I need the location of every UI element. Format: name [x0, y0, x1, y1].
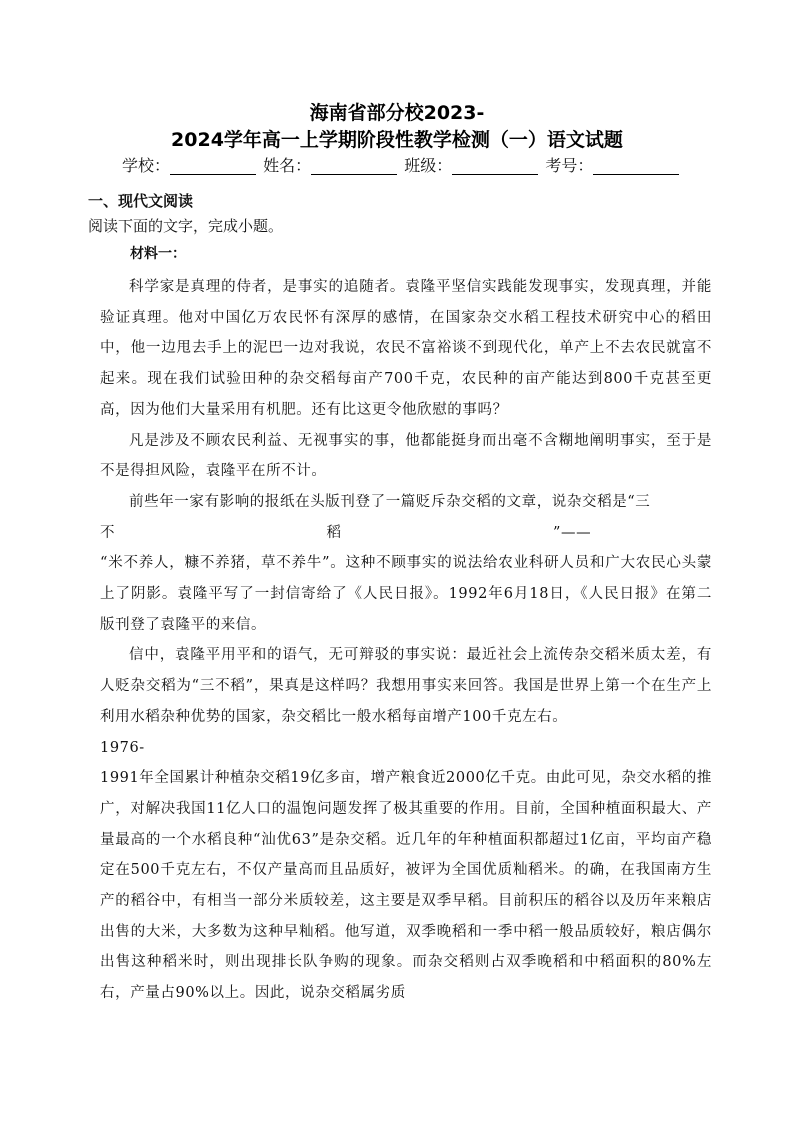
material-label: 材料一：	[130, 246, 186, 262]
paragraph-4-rest: 1991年全国累计种植杂交稻19亿多亩，增产粮食近2000亿千克。由此可见，杂交水稻的推广，对解决我国11亿人口的温饱问题发挥了极其重要的作用。目前，全国种植面积最大、产量最高的一个水稻良种“汕优63”是杂交稻。近几年的年种植面积都超过1亿亩，平均亩产稳定在500千克左右，不仅产量高而且品质好，被评为全国优质籼稻米。的确，在我国南方生产的稻谷中，有相当一部分米质较差，这主要是双季早稻。目前积压的稻谷以及历年来粮店出售的大米，大多数为这种早籼稻。他写道，双季晚稻和一季中稻一般品质较好，粮店偶尔出售这种稻米时，则出现排长队争购的现象。而杂交稻则占双季晚稻和中稻面积的80%左右，产量占90%以上。因此，说杂交稻属劣质	[100, 770, 712, 1002]
paragraph-3-rest: “米不养人，糠不养猪，草不养牛”。这种不顾事实的说法给农业科研人员和广大农民心头蒙上了阴影。袁隆平写了一封信寄给了《人民日报》。1992年6月18日，《人民日报》在第二版刊登了袁隆平的来信。	[100, 555, 712, 633]
paragraph-3-line-1: 前些年一家有影响的报纸在头版刊登了一篇贬斥杂交稻的文章，说杂交稻是“三	[129, 493, 651, 510]
title-line-2: 2024学年高一上学期阶段性教学检测（一）语文试题	[171, 129, 623, 151]
exam-number-label: 考号：	[545, 156, 594, 175]
paragraph-1: 科学家是真理的侍者，是事实的追随者。袁隆平坚信实践能发现事实，发现真理，并能验证真理。他对中国亿万农民怀有深厚的感情，在国家杂交水稻工程技术研究中心的稻田中，他一边甩去手上的泥巴一边对我说，农民不富裕谈不到现代化，单产上不去农民就富不起来。现在我们试验田种的杂交稻每亩产700千克，农民种的亩产能达到800千克甚至更高，因为他们大量采用有机肥。还有比这更令他欣慰的事吗？	[100, 279, 712, 418]
paragraph-2: 凡是涉及不顾农民利益、无视事实的事，他都能挺身而出毫不含糊地阐明事实，至于是不是得担风险，袁隆平在所不计。	[100, 432, 712, 480]
paragraph-3-line-2: 不 稻 ”——	[100, 524, 592, 541]
class-label: 班级：	[404, 156, 453, 175]
student-info-row	[122, 153, 682, 176]
title-line-1: 海南省部分校2023-	[309, 102, 485, 124]
school-label: 学校：	[122, 156, 171, 175]
class-blank[interactable]	[452, 158, 538, 175]
section-heading: 一、现代文阅读	[88, 192, 194, 210]
paragraph-4-year: 1976-	[100, 739, 145, 756]
name-blank[interactable]	[311, 158, 397, 175]
exam-number-blank[interactable]	[593, 158, 679, 175]
paragraph-4-start: 信中，袁隆平用平和的语气，无可辩驳的事实说：最近社会上流传杂交稻米质太差，有人贬杂交稻为“三不稻”，果真是这样吗？我想用事实来回答。我国是世界上第一个在生产上利用水稻杂种优势的国家，杂交稻比一般水稻每亩增产100千克左右。	[100, 647, 712, 725]
passage-body	[100, 272, 712, 1009]
section-instruction: 阅读下面的文字，完成小题。	[88, 217, 284, 235]
school-blank[interactable]	[170, 158, 256, 175]
name-label: 姓名：	[263, 156, 312, 175]
